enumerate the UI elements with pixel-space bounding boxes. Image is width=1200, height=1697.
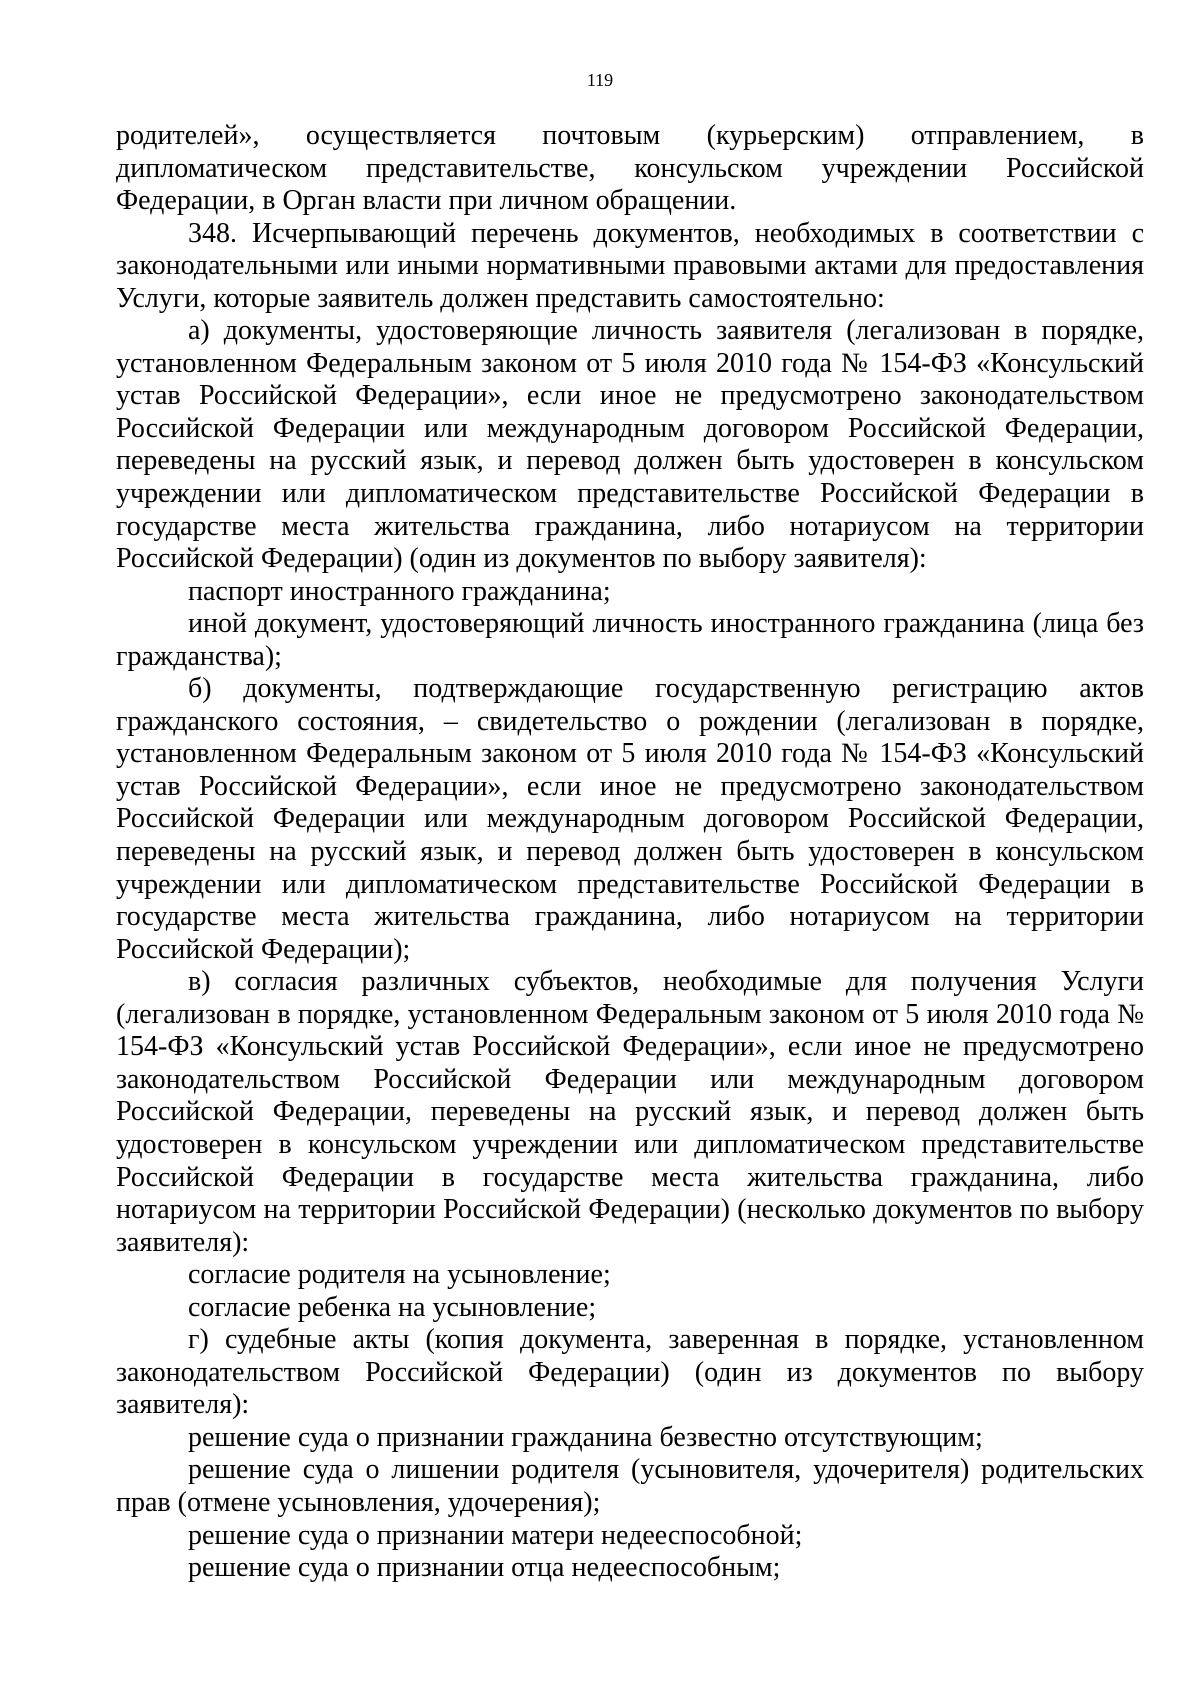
paragraph: решение суда о признании матери недееспособной; [188, 1519, 803, 1551]
paragraph: г) судебные акты (копия документа, заверенная в порядке, установленном законодательством Российской Федерации) (один из документов по выбору заявителя): [116, 1324, 1144, 1421]
paragraph: решение суда о лишении родителя (усыновителя, удочерителя) родительских прав (отмене усыновления, удочерения); [116, 1454, 1144, 1518]
paragraph: согласие ребенка на усыновление; [188, 1291, 597, 1323]
paragraph: иной документ, удостоверяющий личность иностранного гражданина (лица без гражданства); [116, 608, 1144, 672]
paragraph: б) документы, подтверждающие государственную регистрацию актов гражданского состояния, – свидетельство о рождении (легализован в порядке, установленном Федеральным законом от 5 июля 2010 года № 154-ФЗ «Консульский устав Российской Федерации», если иное не предусмотрено законодательством Российской Федерации или международным договором Российской Федерации, переведены на русский язык, и перевод должен быть удостоверен в консульском учреждении или дипломатическом представительстве Российской Федерации в государстве места жительства гражданина, либо нотариусом на территории Российской Федерации); [116, 673, 1144, 965]
paragraph: 348. Исчерпывающий перечень документов, необходимых в соответствии с законодательными или иными нормативными правовыми актами для предоставления Услуги, которые заявитель должен представить самостоятельно: [116, 217, 1144, 314]
paragraph: решение суда о признании гражданина безвестно отсутствующим; [188, 1421, 983, 1453]
paragraph: а) документы, удостоверяющие личность заявителя (легализован в порядке, установленном Федеральным законом от 5 июля 2010 года № 154-ФЗ «Консульский устав Российской Федерации», если иное не предусмотрено законодательством Российской Федерации или международным договором Российской Федерации, переведены на русский язык, и перевод должен быть удостоверен в консульском учреждении или дипломатическом представительстве Российской Федерации в государстве места жительства гражданина, либо нотариусом на территории Российской Федерации) (один из документов по выбору заявителя): [116, 315, 1144, 575]
paragraph: родителей», осуществляется почтовым (курьерским) отправлением, в дипломатическом представительстве, консульском учреждении Российской Федерации, в Орган власти при личном обращении. [116, 120, 1144, 217]
paragraph: решение суда о признании отца недееспособным; [188, 1552, 781, 1584]
paragraph: в) согласия различных субъектов, необходимые для получения Услуги (легализован в порядке, установленном Федеральным законом от 5 июля 2010 года № 154-ФЗ «Консульский устав Российской Федерации», если иное не предусмотрено законодательством Российской Федерации или международным договором Российской Федерации, переведены на русский язык, и перевод должен быть удостоверен в консульском учреждении или дипломатическом представительстве Российской Федерации в государстве места жительства гражданина, либо нотариусом на территории Российской Федерации) (несколько документов по выбору заявителя): [116, 966, 1144, 1258]
document-body [116, 120, 1144, 1585]
paragraph: паспорт иностранного гражданина; [188, 575, 611, 607]
paragraph: согласие родителя на усыновление; [188, 1259, 611, 1291]
page-number: 119 [586, 70, 614, 90]
